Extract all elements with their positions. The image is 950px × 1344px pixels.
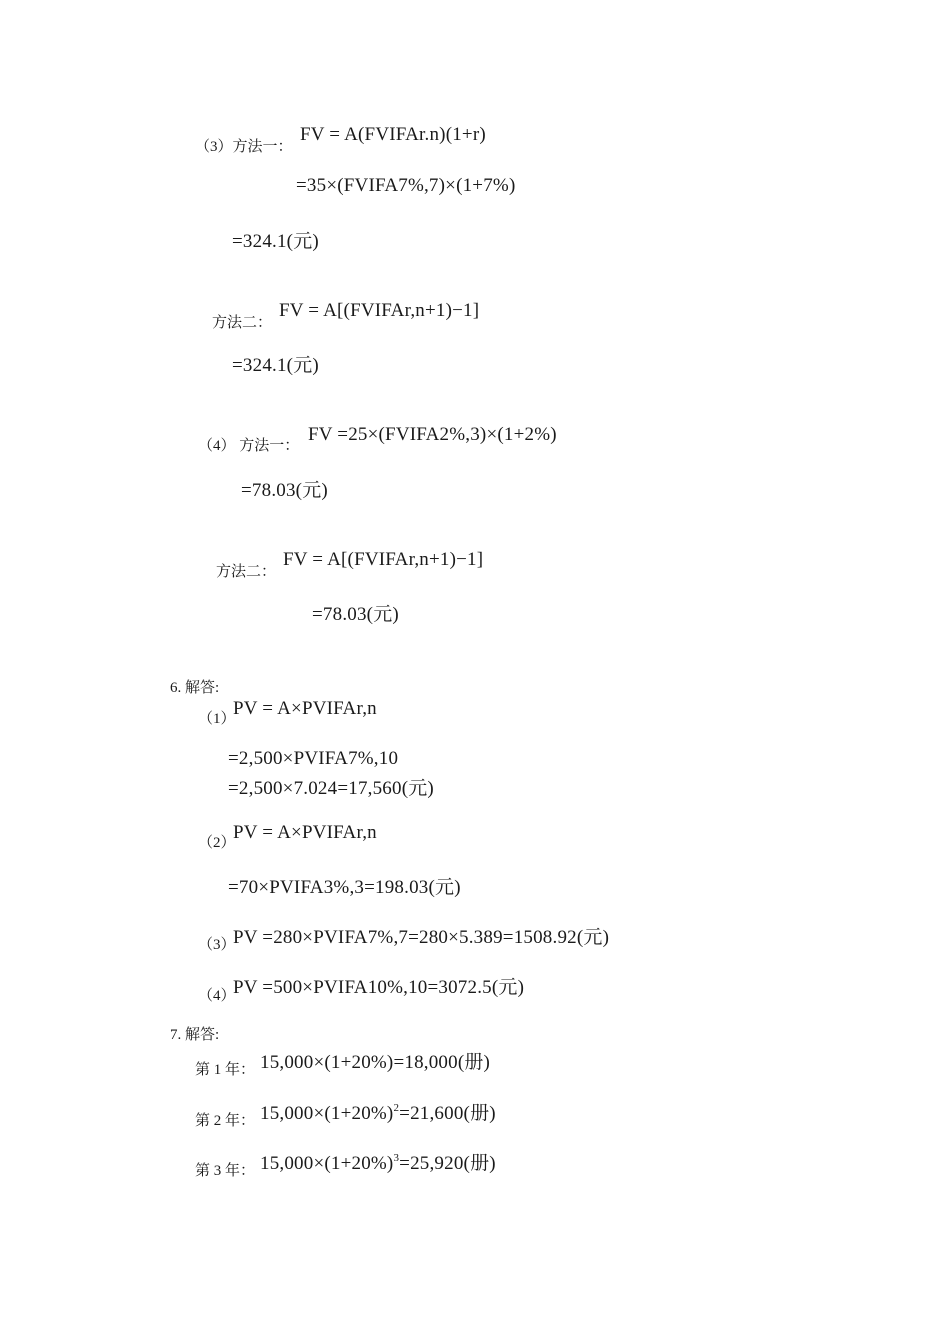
question-6-heading: 6. 解答:	[170, 680, 220, 696]
q6-part-3-formula: PV =280×PVIFA7%,7=280×5.389=1508.92(元)	[233, 927, 610, 948]
q7-year-2-base: 15,000×(1+20%)	[260, 1103, 394, 1124]
q7-year-3-exponent: 3	[393, 1152, 400, 1164]
part-3-method-2-formula: FV = A[(FVIFAr,n+1)−1]	[279, 300, 480, 321]
part-4-method-1-result: =78.03(元)	[241, 480, 328, 501]
q6-part-1-substitution: =2,500×PVIFA7%,10	[228, 748, 399, 769]
q7-year-2-result: =21,600(册)	[399, 1103, 496, 1124]
part-3-method-1-result: =324.1(元)	[232, 231, 319, 252]
q6-part-2-result: =70×PVIFA3%,3=198.03(元)	[228, 877, 461, 898]
q7-year-1-formula: 15,000×(1+20%)=18,000(册)	[260, 1052, 491, 1073]
question-7-heading: 7. 解答:	[170, 1027, 220, 1043]
q6-part-3-label: （3）	[198, 937, 236, 953]
q7-year-3-result: =25,920(册)	[399, 1153, 496, 1174]
q6-part-2-formula: PV = A×PVIFAr,n	[233, 822, 377, 843]
part-3-method-1-substitution: =35×(FVIFA7%,7)×(1+7%)	[296, 175, 516, 196]
q6-part-1-label: （1）	[198, 711, 236, 727]
q6-part-4-label: （4）	[198, 988, 236, 1004]
part-3-method-1-label: （3）方法一：	[195, 139, 293, 155]
part-4-method-2-label: 方法二：	[216, 564, 277, 580]
q6-part-1-result: =2,500×7.024=17,560(元)	[228, 778, 434, 799]
q7-year-2-exponent: 2	[393, 1102, 400, 1114]
q7-year-3-label: 第 3 年：	[195, 1163, 256, 1179]
q7-year-1-label: 第 1 年：	[195, 1062, 256, 1078]
part-4-method-2-result: =78.03(元)	[312, 604, 399, 625]
q6-part-4-formula: PV =500×PVIFA10%,10=3072.5(元)	[233, 977, 525, 998]
q7-year-3-base: 15,000×(1+20%)	[260, 1153, 394, 1174]
part-4-method-2-formula: FV = A[(FVIFAr,n+1)−1]	[283, 549, 484, 570]
q7-year-2-label: 第 2 年：	[195, 1113, 256, 1129]
part-3-method-2-result: =324.1(元)	[232, 355, 319, 376]
q7-year-3-formula	[260, 1148, 496, 1175]
q6-part-2-label: （2）	[198, 835, 236, 851]
q7-year-2-formula	[260, 1098, 496, 1125]
part-4-method-1-label: （4） 方法一：	[198, 438, 300, 454]
part-4-method-1-formula: FV =25×(FVIFA2%,3)×(1+2%)	[308, 424, 557, 445]
part-3-method-2-label: 方法二：	[212, 315, 273, 331]
part-3-method-1-formula: FV = A(FVIFAr.n)(1+r)	[300, 124, 486, 145]
q6-part-1-formula: PV = A×PVIFAr,n	[233, 698, 377, 719]
